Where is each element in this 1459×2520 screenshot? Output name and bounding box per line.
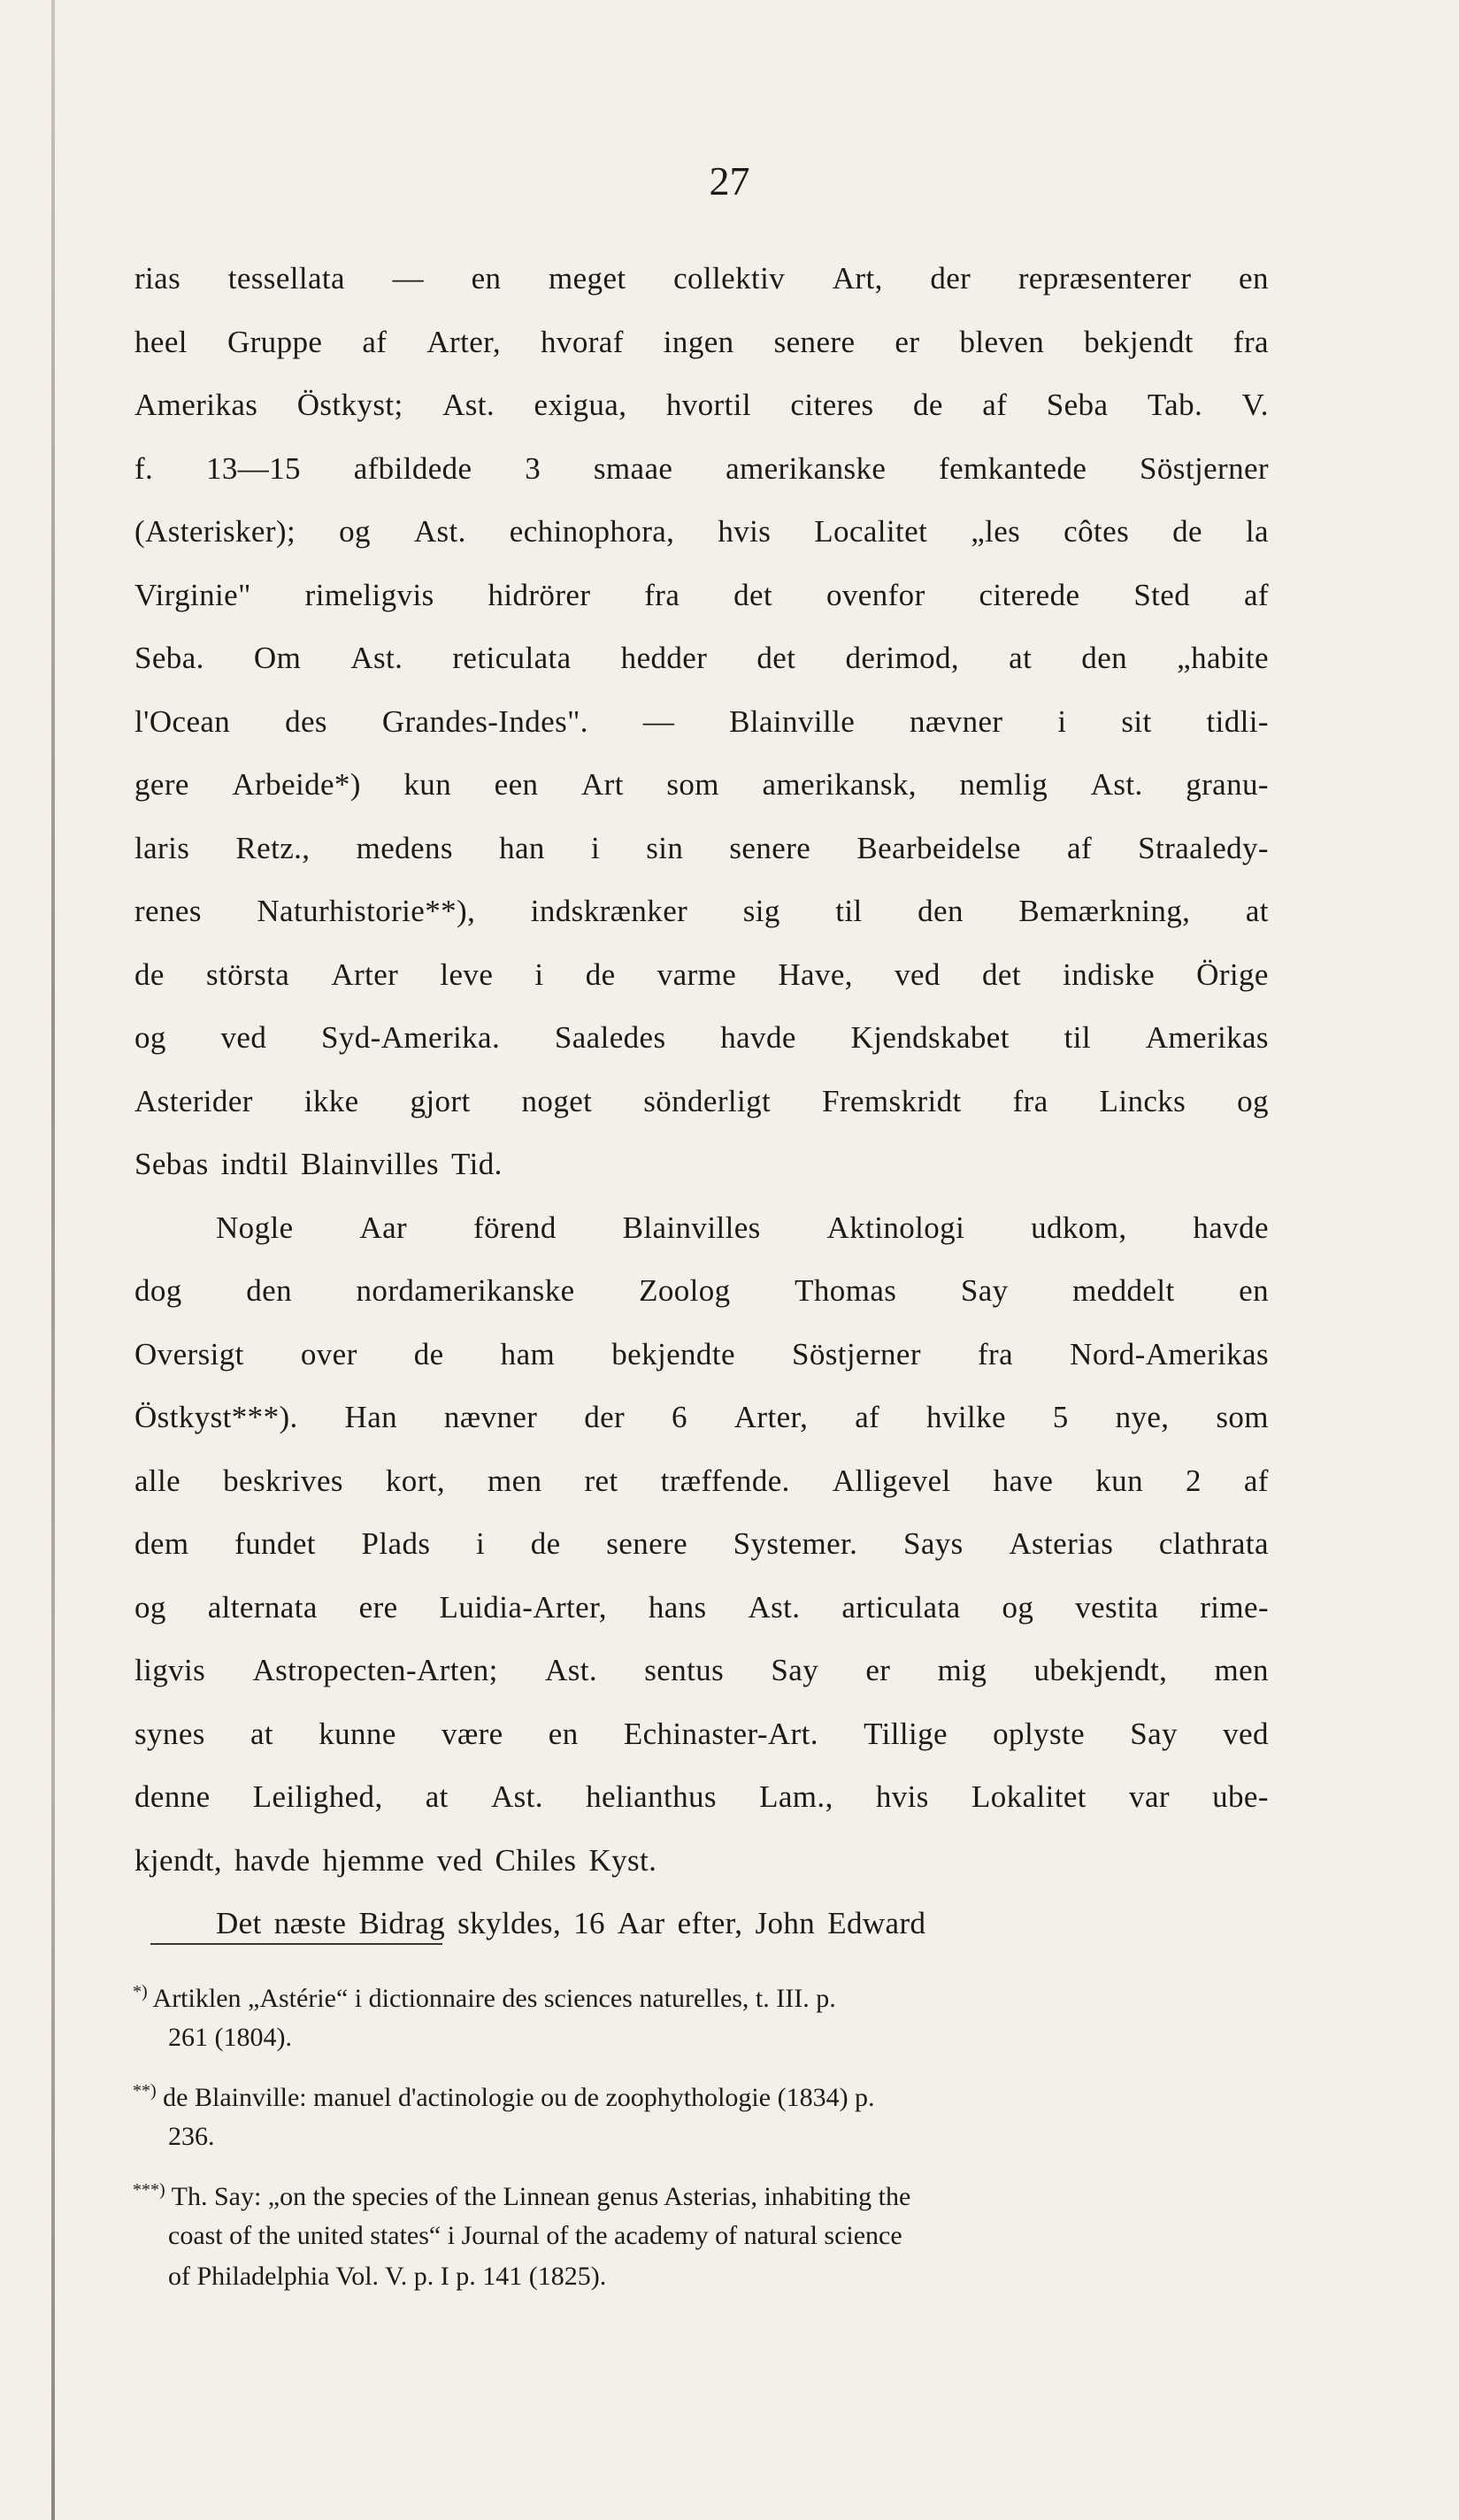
body-line: denne Leilighed, at Ast. helianthus Lam., hvis Lokalitet var ube- — [134, 1779, 1269, 1814]
footnote-line: ***) Th. Say: „on the species of the Linnean genus Asterias, inhabiting the — [133, 2180, 911, 2211]
body-line: renes Naturhistorie**), indskrænker sig til den Bemærkning, at — [134, 894, 1269, 928]
footnote — [133, 1982, 1274, 2063]
body-line: Östkyst***). Han nævner der 6 Arter, af hvilke 5 nye, som — [134, 1400, 1269, 1434]
body-line: l'Ocean des Grandes-Indes". — Blainville nævner i sit tidli- — [134, 703, 1269, 739]
body-line: Oversigt over de ham bekjendte Söstjerner fra Nord-Amerikas — [134, 1336, 1269, 1371]
body-line: Nogle Aar förend Blainvilles Aktinologi udkom, havde — [216, 1210, 1269, 1245]
body-line: og ved Syd-Amerika. Saaledes havde Kjendskabet til Amerikas — [134, 1020, 1269, 1055]
body-line: dog den nordamerikanske Zoolog Thomas Say meddelt en — [134, 1273, 1269, 1308]
body-line: Amerikas Östkyst; Ast. exigua, hvortil citeres de af Seba Tab. V. — [134, 388, 1269, 422]
footnote-mark: *) — [133, 1982, 148, 2001]
footnote — [133, 2180, 1274, 2302]
body-line: Sebas indtil Blainvilles Tid. — [134, 1147, 503, 1181]
body-line: Seba. Om Ast. reticulata hedder det derimod, at den „habite — [134, 641, 1269, 675]
footnote-line: coast of the united states“ i Journal of the academy of natural science — [168, 2221, 902, 2250]
footnote-mark: **) — [133, 2081, 157, 2101]
body-line: synes at kunne være en Echinaster-Art. Tillige oplyste Say ved — [134, 1716, 1269, 1751]
body-line: rias tessellata — en meget collektiv Art, der repræsenterer en — [134, 261, 1269, 296]
page-binding-edge — [51, 0, 55, 2520]
footnote-line: 236. — [168, 2122, 215, 2151]
footnote-line: 261 (1804). — [168, 2023, 292, 2052]
body-line: ligvis Astropecten-Arten; Ast. sentus Say er mig ubekjendt, men — [134, 1653, 1269, 1687]
footnote-line: *) Artiklen „Astérie“ i dictionnaire des sciences naturelles, t. III. p. — [133, 1982, 836, 2013]
body-line: heel Gruppe af Arter, hvoraf ingen senere er bleven bekjendt fra — [134, 324, 1269, 359]
body-line: f. 13—15 afbildede 3 smaae amerikanske femkantede Söstjerner — [134, 450, 1269, 486]
body-line: og alternata ere Luidia-Arter, hans Ast. articulata og vestita rime- — [134, 1589, 1269, 1625]
body-line: Det næste Bidrag skyldes, 16 Aar efter, John Edward — [216, 1906, 926, 1940]
footnote — [133, 2081, 1274, 2163]
page-number: 27 — [709, 158, 750, 204]
body-line: kjendt, havde hjemme ved Chiles Kyst. — [134, 1842, 657, 1878]
body-text — [134, 261, 1269, 1970]
body-line: laris Retz., medens han i sin senere Bearbeidelse af Straaledy- — [134, 830, 1269, 865]
body-line: dem fundet Plads i de senere Systemer. Says Asterias clathrata — [134, 1526, 1269, 1561]
body-line: Virginie" rimeligvis hidrörer fra det ovenfor citerede Sted af — [134, 577, 1269, 612]
footnote-mark: ***) — [133, 2180, 165, 2200]
body-line: Asterider ikke gjort noget sönderligt Fremskridt fra Lincks og — [134, 1083, 1269, 1118]
footnotes — [133, 1982, 1274, 2320]
body-line: gere Arbeide*) kun een Art som amerikansk, nemlig Ast. granu- — [134, 767, 1269, 802]
footnote-line: **) de Blainville: manuel d'actinologie ou de zoophythologie (1834) p. — [133, 2081, 875, 2112]
body-line: de största Arter leve i de varme Have, ved det indiske Örige — [134, 957, 1269, 992]
body-line: (Asterisker); og Ast. echinophora, hvis Localitet „les côtes de la — [134, 514, 1269, 549]
footnote-line: of Philadelphia Vol. V. p. I p. 141 (1825). — [168, 2262, 607, 2291]
body-line: alle beskrives kort, men ret træffende. Alligevel have kun 2 af — [134, 1463, 1269, 1498]
footnote-separator — [150, 1943, 442, 1945]
